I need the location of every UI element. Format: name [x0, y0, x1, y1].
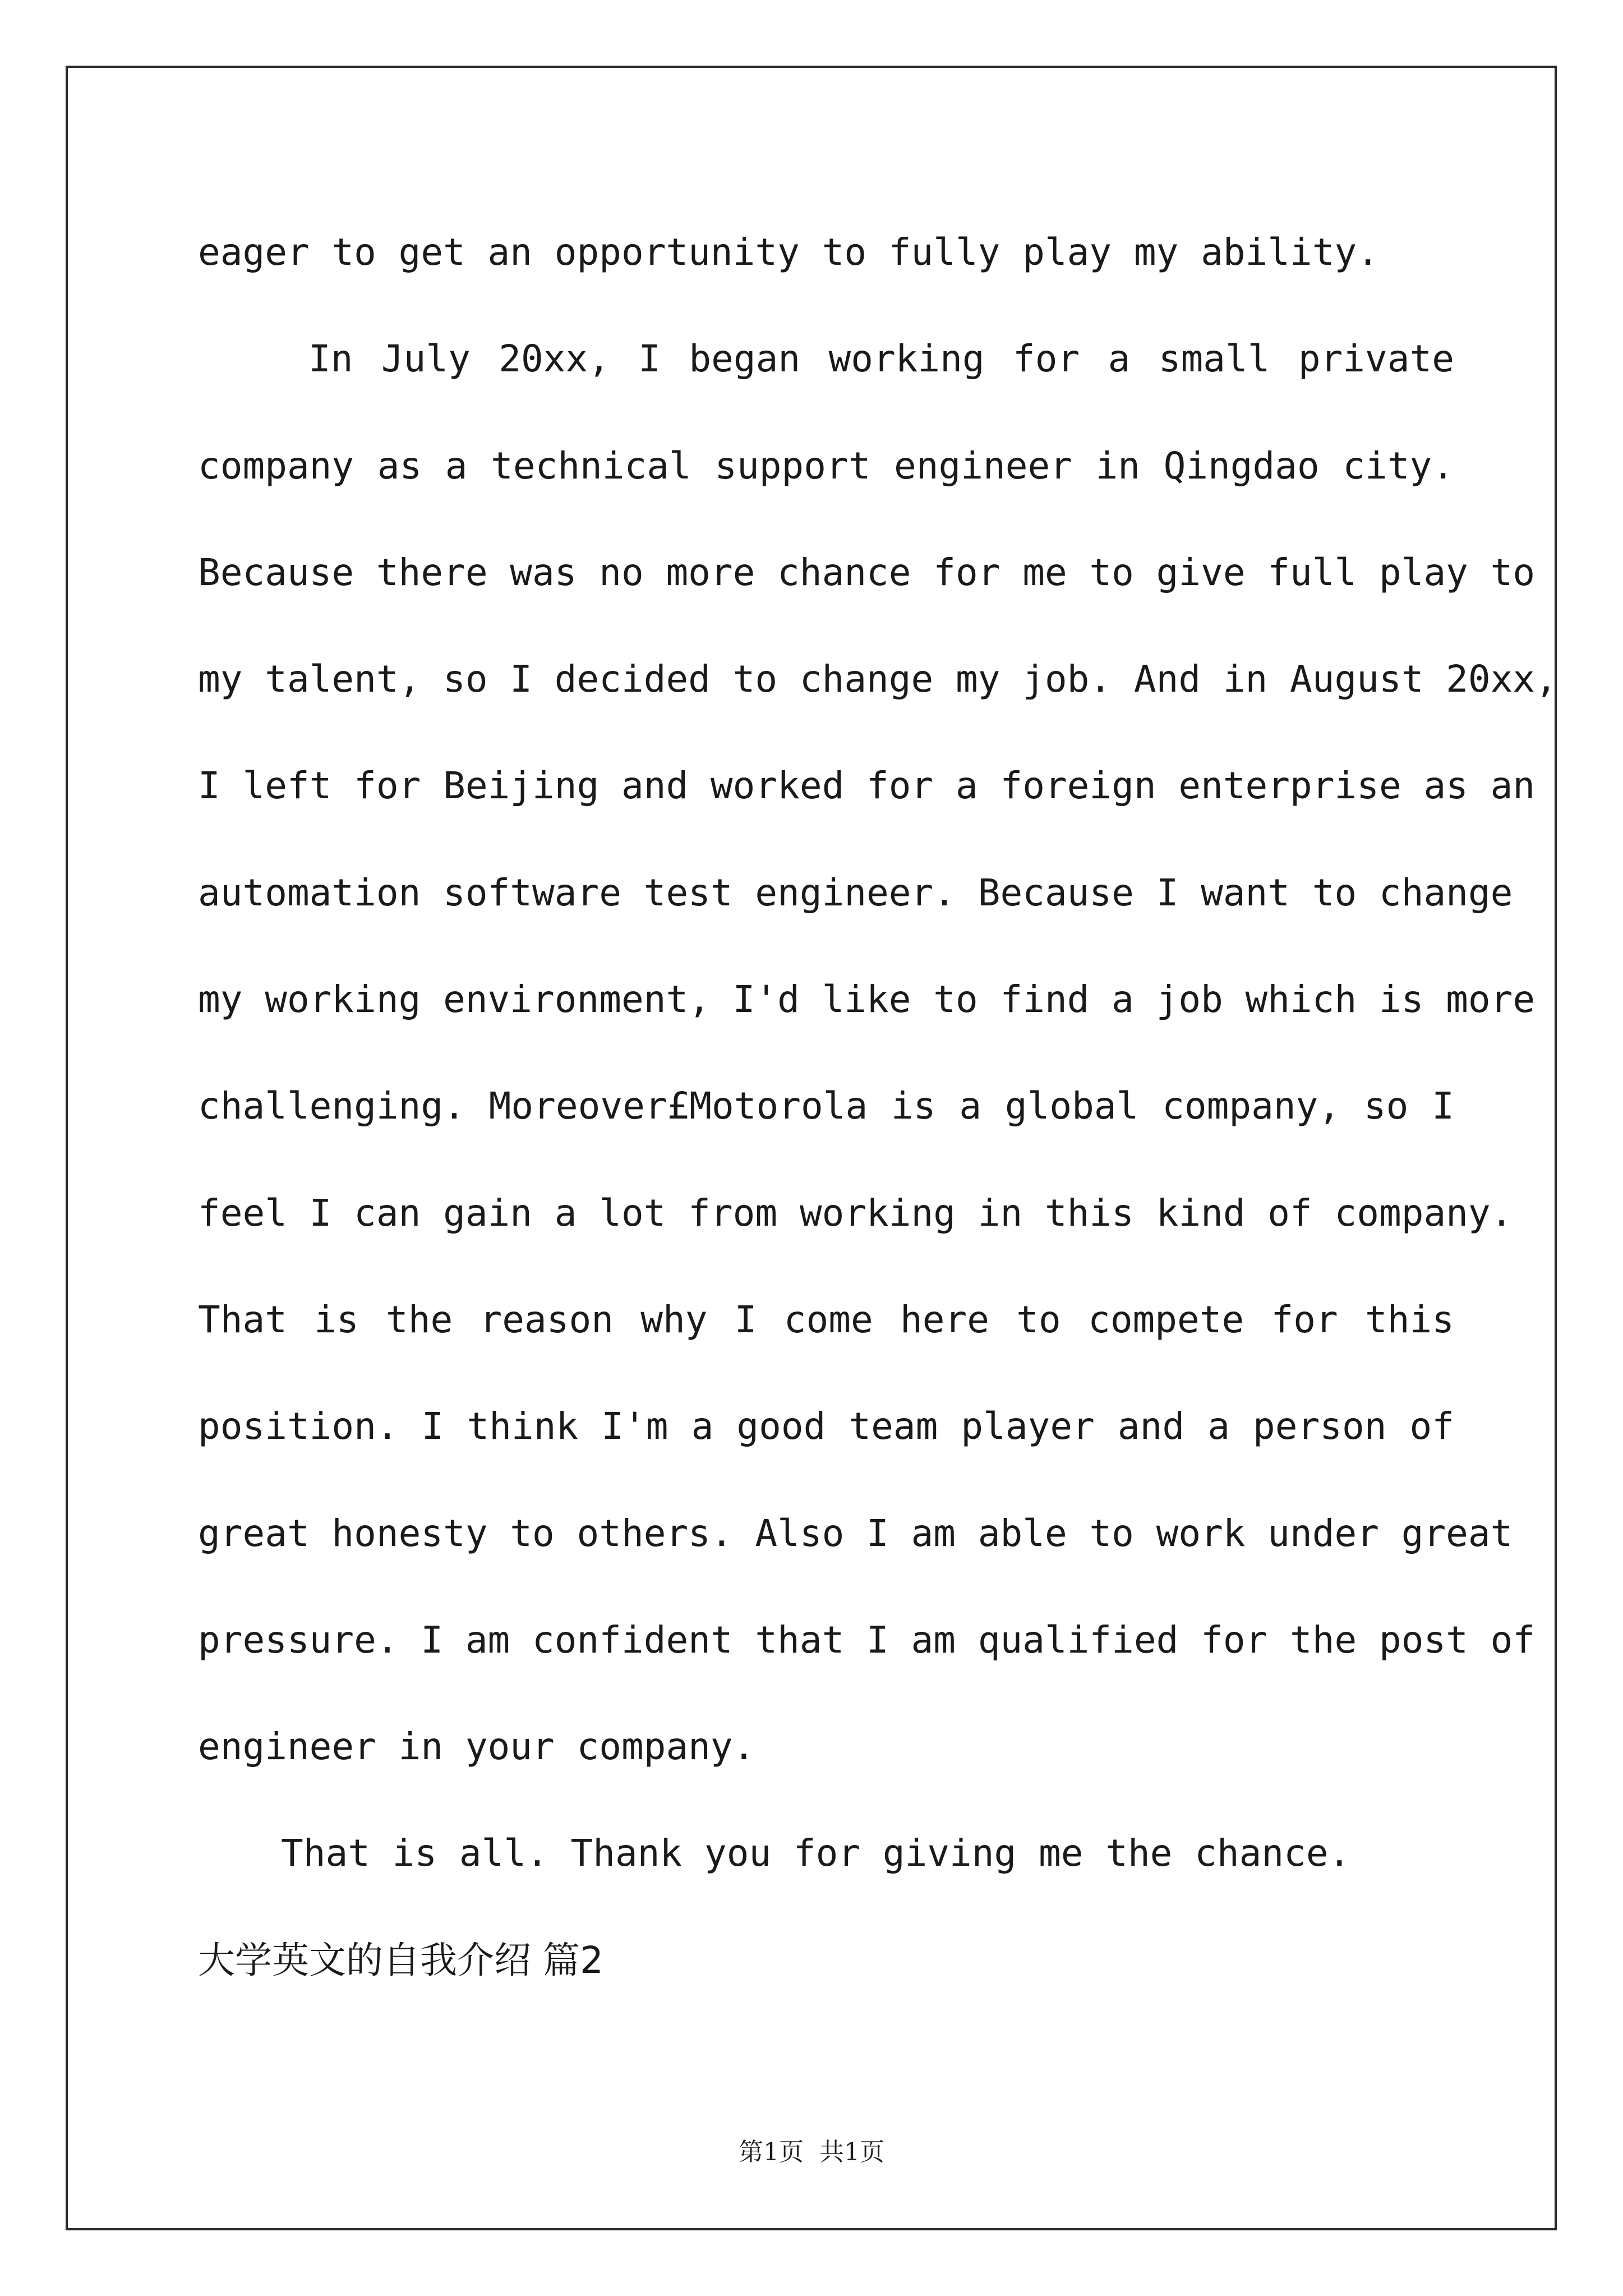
text-line: That is the reason why I come here to compete for this	[198, 1297, 1454, 1341]
text-line: great honesty to others. Also I am able to work under great	[198, 1511, 1513, 1555]
text-line: automation software test engineer. Because I want to change	[198, 871, 1513, 914]
text-line: I left for Beijing and worked for a foreign enterprise as an	[198, 764, 1536, 808]
text-line: Because there was no more chance for me to give full play to	[198, 550, 1536, 594]
text-line: eager to get an opportunity to fully play my ability.	[198, 231, 1379, 274]
text-line: my working environment, I'd like to find a job which is more	[198, 978, 1536, 1022]
text-line: my talent, so I decided to change my job. And in August 20xx,	[198, 657, 1557, 701]
text-line: feel I can gain a lot from working in this kind of company.	[198, 1191, 1513, 1235]
text-line: That is all. Thank you for giving me the chance.	[281, 1832, 1351, 1875]
text-line: In July 20xx, I began working for a small private	[308, 337, 1454, 381]
text-line: challenging. Moreover£Motorola is a global company, so I	[198, 1084, 1454, 1128]
page-number-footer: 第1页 共1页	[739, 2138, 884, 2166]
text-line: position. I think I'm a good team player and a person of	[198, 1405, 1454, 1448]
text-line: company as a technical support engineer in Qingdao city.	[198, 444, 1454, 487]
text-line: pressure. I am confident that I am qualified for the post of	[198, 1618, 1536, 1662]
document-body	[198, 210, 1557, 2025]
text-line: engineer in your company.	[198, 1725, 755, 1769]
section-heading: 大学英文的自我介绍 篇2	[198, 1938, 603, 1982]
